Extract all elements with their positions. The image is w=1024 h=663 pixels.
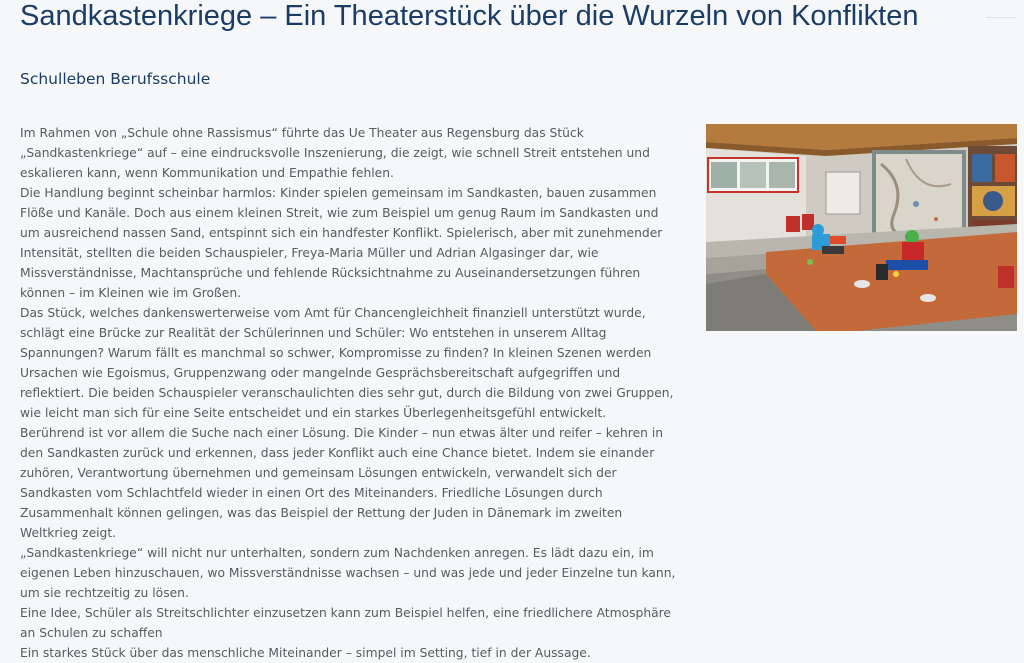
article-paragraph: Ein starkes Stück über das menschliche Miteinander – simpel im Setting, tief in der Aussage. [20,646,591,660]
article-paragraph: Die Handlung beginnt scheinbar harmlos: Kinder spielen gemeinsam im Sandkasten, bauen zusammen Flöße und Kanäle. Doch aus einem kleinen Streit, wie zum Beispiel um genug Raum im Sandkasten und um ausreichend nassen Sand, entspinnt sich ein handfester Konflikt. Spielerisch, aber mit zunehmender Intensität, stellten die beiden Schauspieler, Freya-Maria Müller und Adrian Algasinger dar, wie Missverständnisse, Machtansprüche und fehlende Rücksichtnahme zu Auseinandersetzungen führen können – im Kleinen wie im Großen. [20,186,663,300]
header-divider [986,17,1016,18]
page-title: Sandkastenkriege – Ein Theaterstück über die Wurzeln von Konflikten [20,0,919,32]
article-paragraph: Im Rahmen von „Schule ohne Rassismus“ führte das Ue Theater aus Regensburg das Stück „Sandkastenkriege“ auf – eine eindrucksvolle Inszenierung, die zeigt, wie schnell Streit entstehen und eskalieren kann, wenn Kommunikation und Empathie fehlen. [20,126,650,180]
category-heading: Schulleben Berufsschule [20,70,211,88]
article-photo[interactable] [706,124,1017,331]
article-paragraph: Das Stück, welches dankenswerterweise vom Amt für Chancengleichheit finanziell unterstützt wurde, schlägt eine Brücke zur Realität der Schülerinnen und Schüler: Wo entstehen in unserem Alltag Spannungen? Warum fällt es manchmal so schwer, Kompromisse zu finden? In kleinen Szenen werden Ursachen wie Egoismus, Gruppenzwang oder mangelnde Gesprächsbereitschaft aufgegriffen und reflektiert. Die beiden Schauspieler veranschaulichten dies sehr gut, durch die Bildung von zwei Gruppen, wie leicht man sich für eine Seite entscheidet und ein starkes Überlegenheitsgefühl entwickelt. [20,306,674,420]
article-paragraph: Berührend ist vor allem die Suche nach einer Lösung. Die Kinder – nun etwas älter und reifer – kehren in den Sandkasten zurück und erkennen, dass jeder Konflikt auch eine Chance bietet. Indem sie einander zuhören, Verantwortung übernehmen und gemeinsam Lösungen entwickeln, verwandelt sich der Sandkasten vom Schlachtfeld wieder in einen Ort des Miteinanders. Friedliche Lösungen durch Zusammenhalt können gelingen, was das Beispiel der Rettung der Juden in Dänemark im zweiten Weltkrieg zeigt. [20,426,664,540]
article-paragraph: „Sandkastenkriege“ will nicht nur unterhalten, sondern zum Nachdenken anregen. Es lädt dazu ein, im eigenen Leben hinzuschauen, wo Missverständnisse wachsen – und was jede und jeder Einzelne tun kann, um sie rechtzeitig zu lösen. [20,546,676,600]
article-body [20,123,680,663]
article-paragraph: Eine Idee, Schüler als Streitschlichter einzusetzen kann zum Beispiel helfen, eine friedlichere Atmosphäre an Schulen zu schaffen [20,606,671,640]
theater-scene-image [706,124,1017,331]
